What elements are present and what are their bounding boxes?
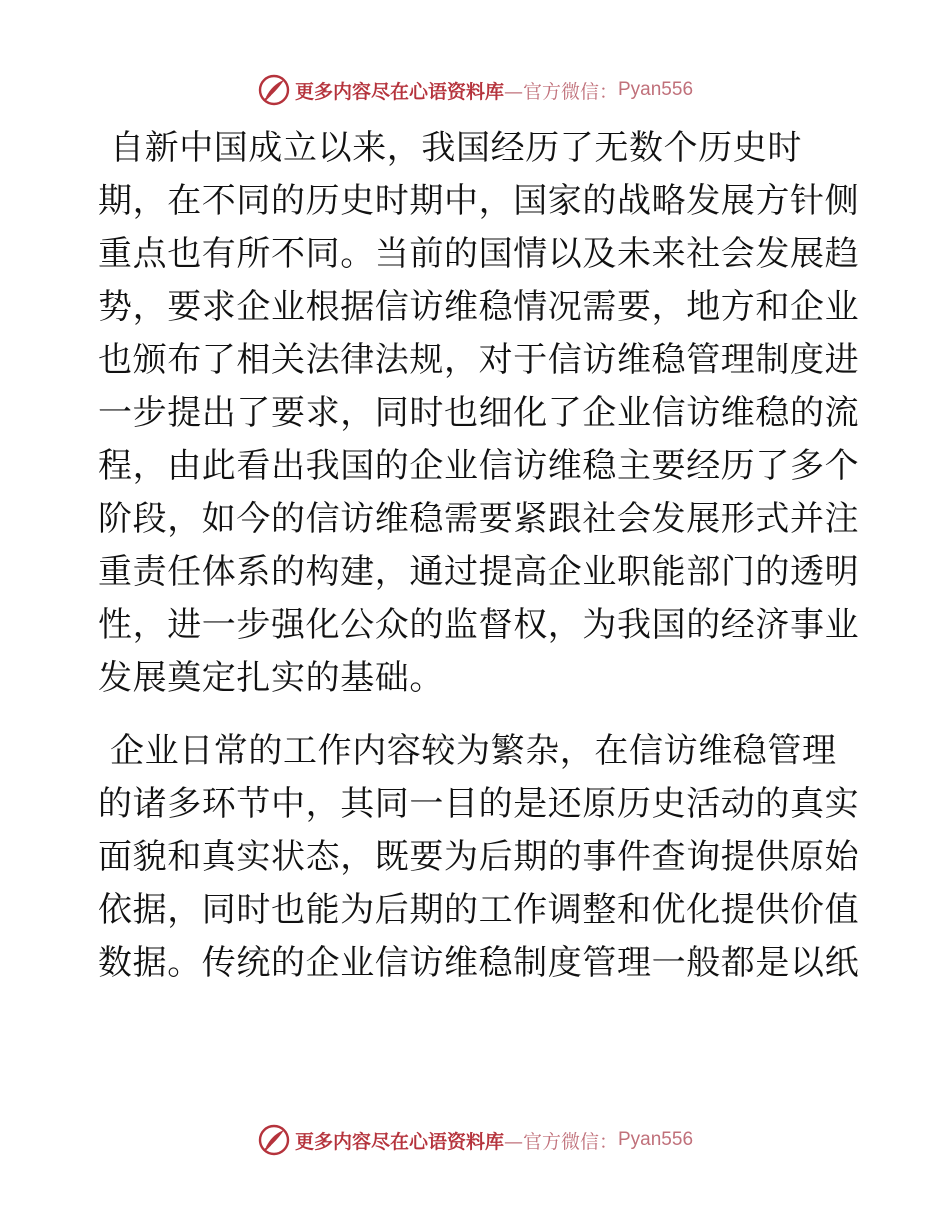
header-banner xyxy=(0,70,950,110)
text-line: 发展奠定扎实的基础。 xyxy=(98,658,444,698)
text-line: 依据，同时也能为后期的工作调整和优化提供价值 xyxy=(98,890,860,930)
text-line: 数据。传统的企业信访维稳制度管理一般都是以纸 xyxy=(98,943,860,983)
quill-logo-icon xyxy=(257,73,291,107)
text-line: 重责任体系的构建，通过提高企业职能部门的透明 xyxy=(98,552,860,592)
text-line: 一步提出了要求，同时也细化了企业信访维稳的流 xyxy=(98,393,860,433)
footer-banner xyxy=(0,1120,950,1160)
text-line: 性，进一步强化公众的监督权，为我国的经济事业 xyxy=(98,605,860,645)
text-line: 重点也有所不同。当前的国情以及未来社会发展趋 xyxy=(98,234,860,274)
official-wechat-label: —官方微信： xyxy=(503,80,618,103)
text-line: 期，在不同的历史时期中，国家的战略发展方针侧 xyxy=(98,181,860,221)
official-wechat-label: —官方微信： xyxy=(503,1130,618,1153)
paragraph-1 xyxy=(98,122,860,705)
text-line: 程，由此看出我国的企业信访维稳主要经历了多个 xyxy=(98,446,860,486)
wechat-id: Pyan556 xyxy=(618,79,694,100)
text-line: 自新中国成立以来，我国经历了无数个历史时 xyxy=(110,128,802,168)
promo-text: 更多内容尽在心语资料库 xyxy=(294,80,504,103)
paragraph-2 xyxy=(98,725,860,990)
text-line: 面貌和真实状态，既要为后期的事件查询提供原始 xyxy=(98,837,860,877)
document-body xyxy=(98,122,860,990)
text-line: 阶段，如今的信访维稳需要紧跟社会发展形式并注 xyxy=(98,499,860,539)
text-line: 也颁布了相关法律法规，对于信访维稳管理制度进 xyxy=(98,340,860,380)
text-line: 企业日常的工作内容较为繁杂，在信访维稳管理 xyxy=(110,731,837,771)
text-line: 的诸多环节中，其同一目的是还原历史活动的真实 xyxy=(98,784,860,824)
quill-logo-icon xyxy=(257,1123,291,1157)
text-line: 势，要求企业根据信访维稳情况需要，地方和企业 xyxy=(98,287,860,327)
promo-text: 更多内容尽在心语资料库 xyxy=(294,1130,504,1153)
wechat-id: Pyan556 xyxy=(618,1129,694,1150)
